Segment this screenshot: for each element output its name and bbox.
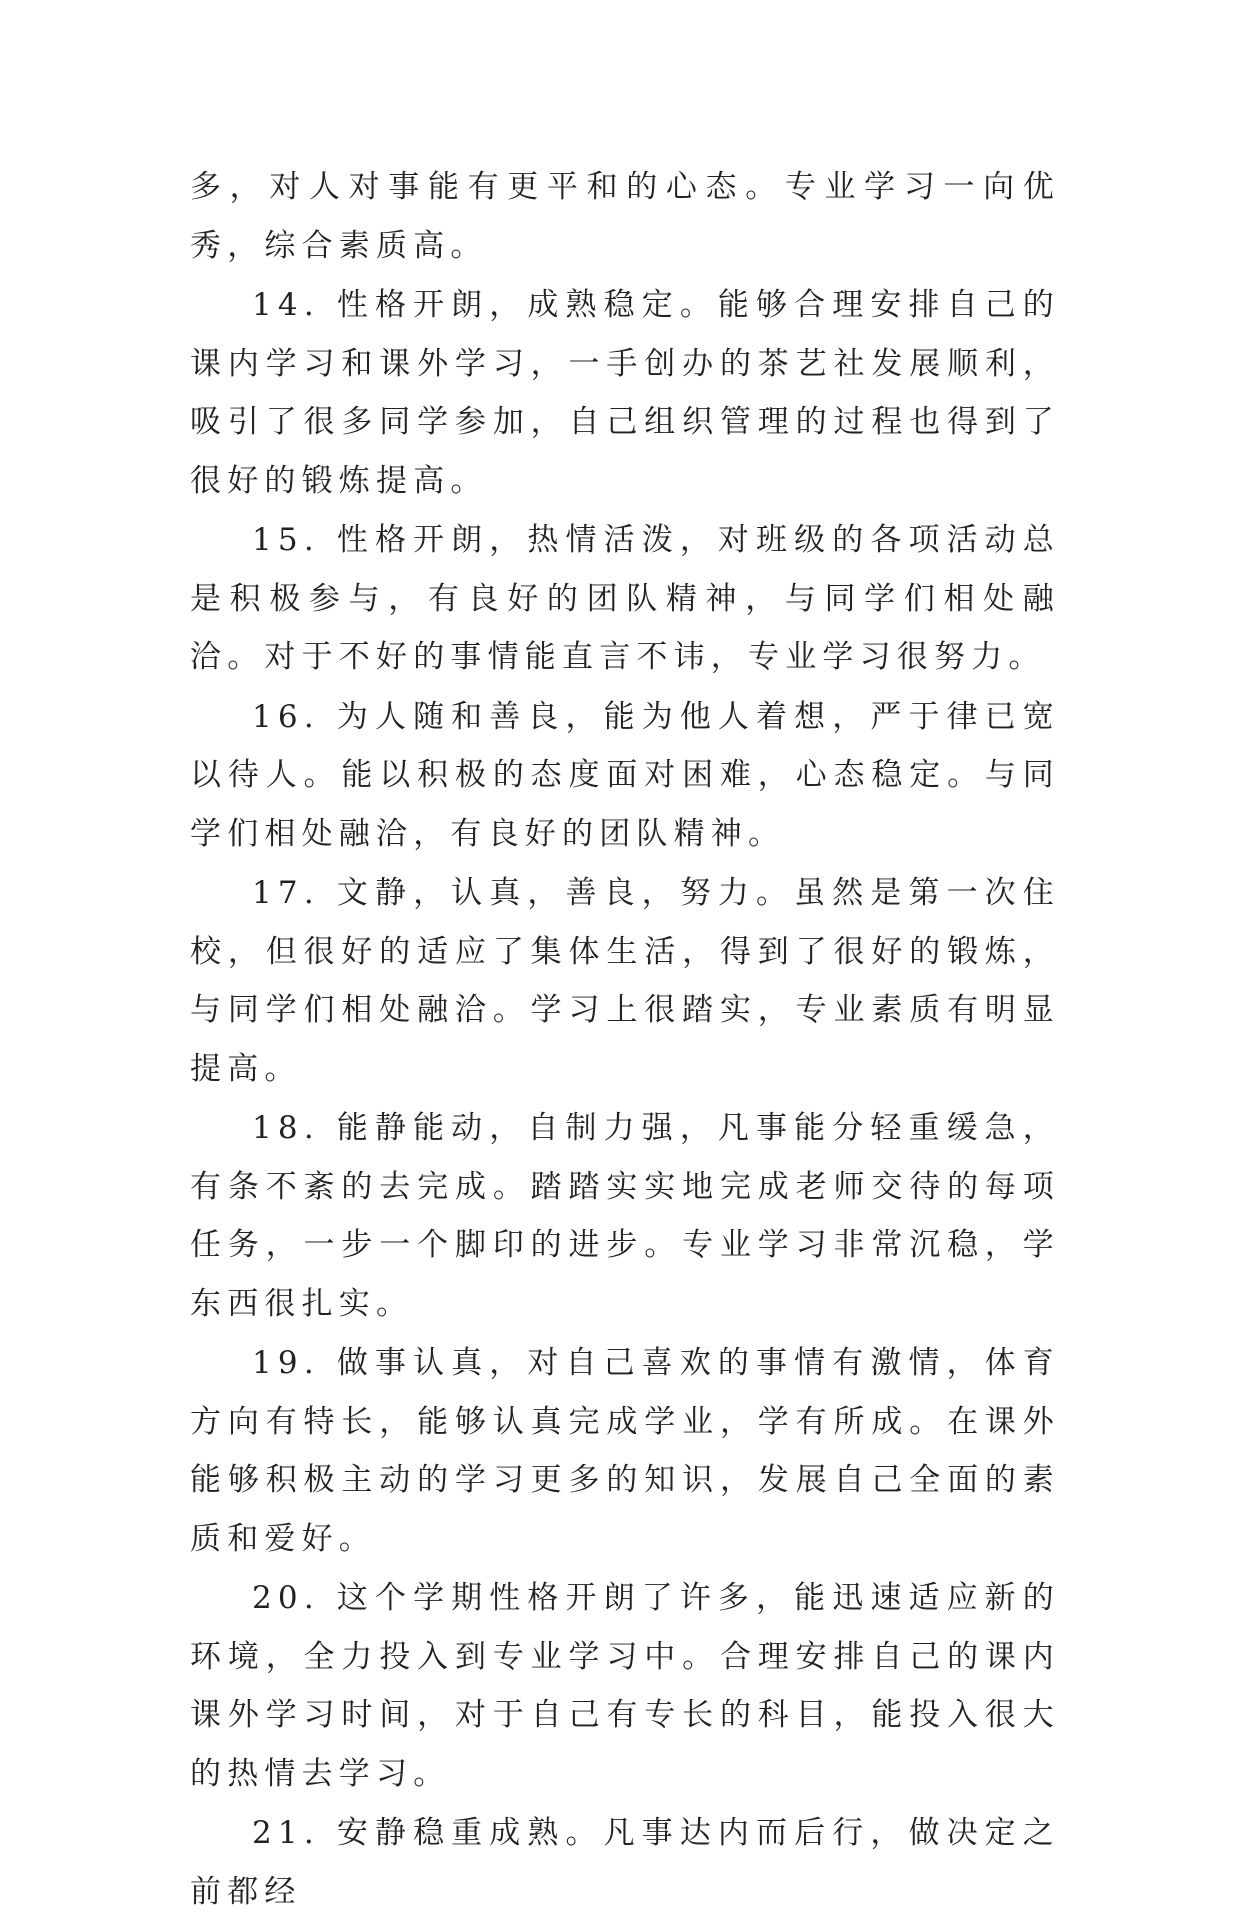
paragraph-14: 14. 性格开朗，成熟稳定。能够合理安排自己的课内学习和课外学习，一手创办的茶艺社发展顺利，吸引了很多同学参加，自己组织管理的过程也得到了很好的锻炼提高。 — [190, 287, 1060, 499]
paragraph-17: 17. 文静，认真，善良，努力。虽然是第一次住校，但很好的适应了集体生活，得到了很好的锻炼，与同学们相处融洽。学习上很踏实，专业素质有明显提高。 — [190, 875, 1060, 1087]
paragraph-15: 15. 性格开朗，热情活泼，对班级的各项活动总是积极参与，有良好的团队精神，与同学们相处融洽。对于不好的事情能直言不讳，专业学习很努力。 — [190, 522, 1060, 675]
paragraph-21: 21. 安静稳重成熟。凡事达内而后行，做决定之前都经 — [190, 1815, 1060, 1910]
document-body — [190, 158, 1060, 1922]
paragraph-16: 16. 为人随和善良，能为他人着想，严于律已宽以待人。能以积极的态度面对困难，心态稳定。与同学们相处融洽，有良好的团队精神。 — [190, 698, 1060, 852]
paragraph-19: 19. 做事认真，对自己喜欢的事情有激情，体育方向有特长，能够认真完成学业，学有所成。在课外能够积极主动的学习更多的知识，发展自己全面的素质和爱好。 — [190, 1345, 1060, 1557]
paragraph-continuation: 多，对人对事能有更平和的心态。专业学习一向优秀，综合素质高。 — [190, 169, 1060, 264]
paragraph-18: 18. 能静能动，自制力强，凡事能分轻重缓急，有条不紊的去完成。踏踏实实地完成老师交待的每项任务，一步一个脚印的进步。专业学习非常沉稳，学东西很扎实。 — [190, 1110, 1060, 1322]
paragraph-20: 20. 这个学期性格开朗了许多，能迅速适应新的环境，全力投入到专业学习中。合理安排自己的课内课外学习时间，对于自己有专长的科目，能投入很大的热情去学习。 — [190, 1580, 1060, 1792]
